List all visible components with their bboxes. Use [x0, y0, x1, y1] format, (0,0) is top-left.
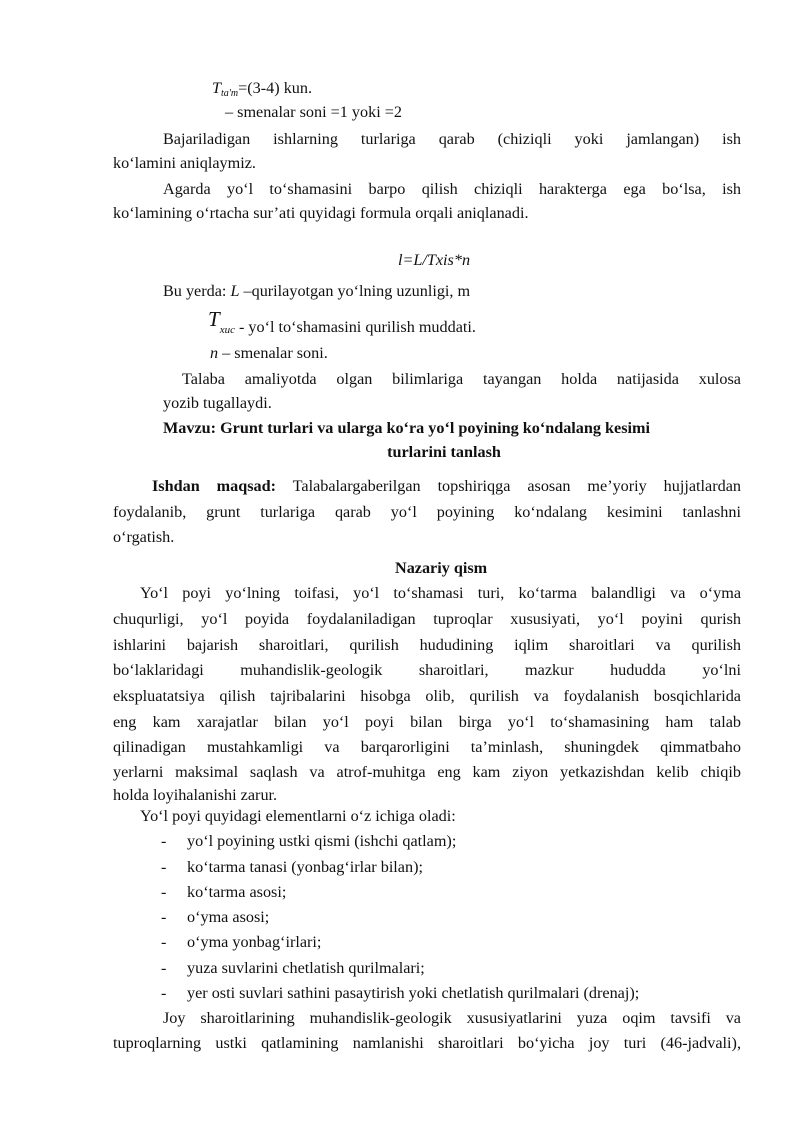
- term-variable: T: [208, 307, 220, 331]
- duration-line: [212, 78, 312, 104]
- paragraph-2-line-2: ko‘lamining o‘rtacha sur’ati quyidagi formula orqali aniqlanadi.: [113, 204, 529, 222]
- theory-line: ekspluatatsiya qilish tajribalarini hisobga olib, qurilish va foydalanish bosqichlarida: [113, 687, 741, 705]
- list-item: yo‘l poyining ustki qismi (ishchi qatlam);: [187, 832, 457, 850]
- theory-line: ishlarini bajarish sharoitlari, qurilish hududining iqlim sharoitlari va qurilish: [113, 636, 741, 654]
- duration-subscript: ta'm: [221, 88, 239, 99]
- topic-heading-line-2: turlarini tanlash: [387, 443, 501, 461]
- duration-variable: T: [212, 79, 222, 97]
- term-line: [208, 307, 476, 339]
- list-bullet: -: [161, 908, 167, 926]
- goal-line-3: o‘rgatish.: [113, 528, 175, 546]
- length-variable: L: [230, 282, 240, 300]
- list-bullet: -: [161, 883, 167, 901]
- list-bullet: -: [161, 959, 167, 977]
- paragraph-1-line-1: Bajariladigan ishlarning turlariga qarab (chiziqli yoki jamlangan) ish: [163, 130, 741, 148]
- list-bullet: -: [161, 933, 167, 951]
- term-description: - yo‘l to‘shamasini qurilish muddati.: [234, 318, 476, 336]
- topic-heading-line-1: Mavzu: Grunt turlari va ularga ko‘ra yo‘l poyining ko‘ndalang kesimi: [163, 419, 651, 437]
- paragraph-2-line-1: Agarda yo‘l to‘shamasini barpo qilish chiziqli harakterga ega bo‘lsa, ish: [163, 180, 741, 198]
- goal-text-1: Talabalargaberilgan topshiriqga asosan me’yoriy hujjatlardan: [276, 477, 741, 495]
- elements-intro: Yo‘l poyi quyidagi elementlarni o‘z ichiga oladi:: [140, 807, 456, 825]
- length-description: –qurilayotgan yo‘lning uzunligi, m: [239, 282, 471, 300]
- term-subscript: xuc: [219, 324, 235, 336]
- list-bullet: -: [161, 984, 167, 1002]
- formula: l=L/Txis*n: [397, 251, 471, 269]
- final-line-2: tuproqlarning ustki qatlamining namlanishi sharoitlari bo‘yicha joy turi (46-jadvali),: [113, 1034, 741, 1052]
- list-bullet: -: [161, 832, 167, 850]
- theory-line: eng kam xarajatlar bilan yo‘l poyi bilan birga yo‘l to‘shamasining ham talab: [113, 713, 741, 731]
- list-item: yuza suvlarini chetlatish qurilmalari;: [187, 959, 425, 977]
- n-variable: n: [210, 344, 219, 362]
- theory-line: qilinadigan mustahkamligi va barqarorligini ta’minlash, shuningdek qimmatbaho: [113, 738, 741, 756]
- theory-heading: Nazariy qism: [395, 559, 488, 577]
- paragraph-1-line-2: ko‘lamini aniqlaymiz.: [113, 154, 256, 172]
- shifts-line: – smenalar soni =1 yoki =2: [225, 103, 402, 121]
- goal-line-1: [113, 476, 741, 496]
- theory-line: holda loyihalanishi zarur.: [113, 786, 278, 804]
- list-item: o‘yma yonbag‘irlari;: [187, 933, 322, 951]
- final-line-1: Joy sharoitlarining muhandislik-geologik xususiyatlarini yuza oqim tavsifi va: [163, 1009, 741, 1027]
- paragraph-3-line-1: Talaba amaliyotda olgan bilimlariga tayangan holda natijasida xulosa: [182, 370, 741, 388]
- list-item: yer osti suvlari sathini pasaytirish yoki chetlatish qurilmalari (drenaj);: [187, 984, 640, 1002]
- where-line: [163, 281, 470, 301]
- n-line: [210, 343, 328, 363]
- duration-value: =(3-4) kun.: [238, 79, 313, 97]
- theory-line: chuqurligi, yo‘l poyida foydalaniladigan tuproqlar xususiyati, yo‘l poyini qurish: [113, 610, 741, 628]
- list-item: o‘yma asosi;: [187, 908, 270, 926]
- n-description: – smenalar soni.: [218, 344, 328, 362]
- goal-line-2: foydalanib, grunt turlariga qarab yo‘l poyining ko‘ndalang kesimini tanlashni: [113, 503, 741, 521]
- theory-line: yerlarni maksimal saqlash va atrof-muhitga eng kam ziyon yetkazishdan kelib chiqib: [113, 763, 741, 781]
- goal-label: Ishdan maqsad:: [152, 477, 276, 495]
- paragraph-3-line-2: yozib tugallaydi.: [163, 394, 272, 412]
- theory-line: bo‘laklaridagi muhandislik-geologik sharoitlari, mazkur hududda yo‘lni: [113, 661, 741, 679]
- list-item: ko‘tarma asosi;: [187, 883, 287, 901]
- list-item: ko‘tarma tanasi (yonbag‘irlar bilan);: [187, 858, 423, 876]
- theory-line: Yo‘l poyi yo‘lning toifasi, yo‘l to‘shamasi turi, ko‘tarma balandligi va o‘yma: [140, 584, 741, 602]
- where-prefix: Bu yerda:: [163, 282, 231, 300]
- list-bullet: -: [161, 858, 167, 876]
